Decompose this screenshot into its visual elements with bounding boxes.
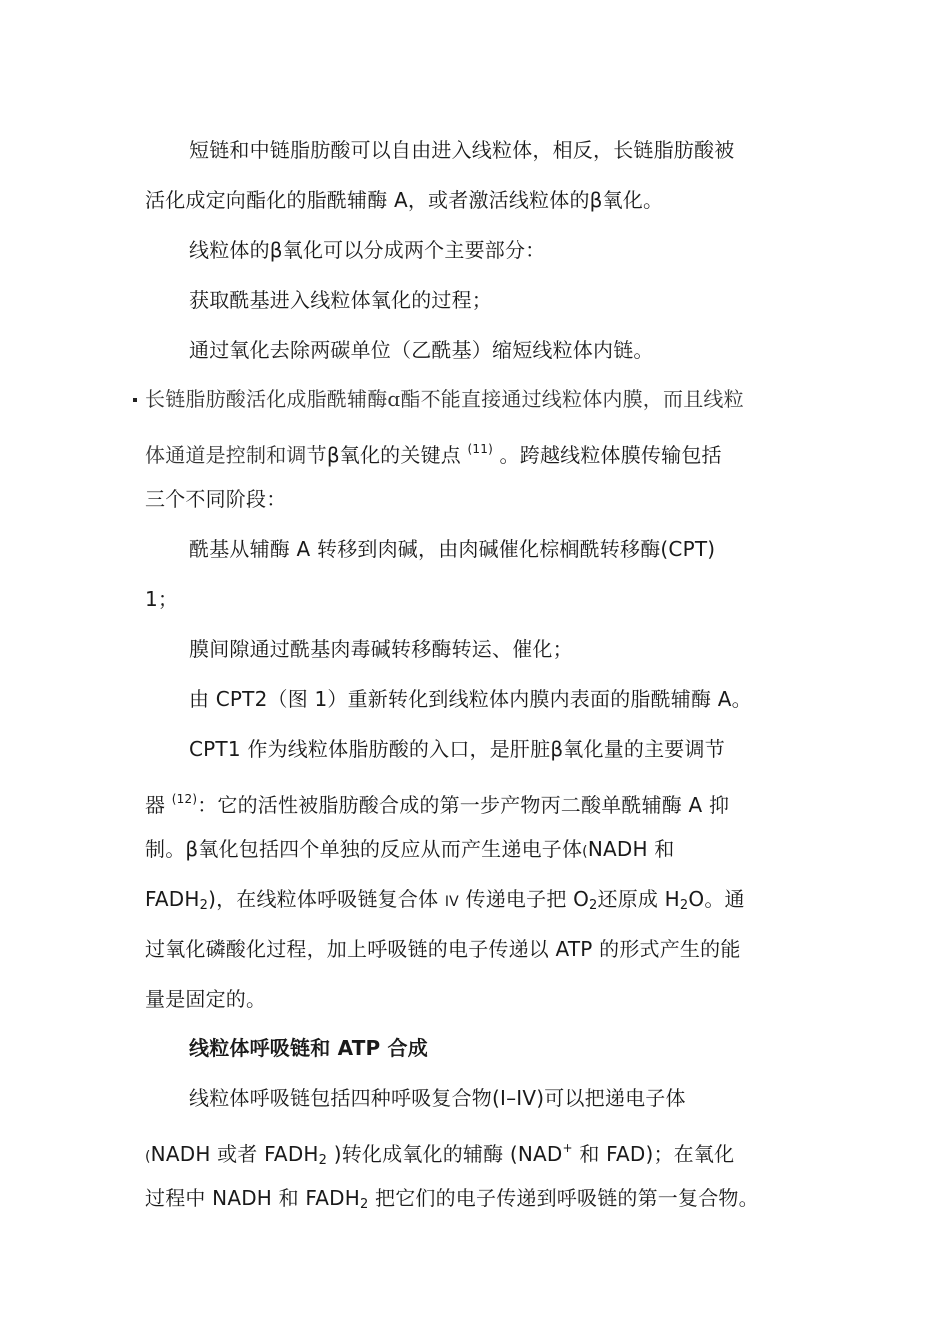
paragraph-line: 1； [145,587,179,611]
paragraph-line: 通过氧化去除两碳单位（乙酰基）缩短线粒体内链。 [189,338,654,362]
paragraph-text: 和 FAD)；在氧化 [579,1142,735,1166]
paragraph-text: )转化成氧化的辅酶 (NAD [333,1142,563,1166]
paragraph-line: 由 CPT2（图 1）重新转化到线粒体内膜内表面的脂酰辅酶 A。 [189,687,752,711]
paragraph-text: FADH [145,887,200,911]
paragraph-line [145,785,729,819]
section-heading: 线粒体呼吸链和 ATP 合成 [189,1036,428,1060]
paragraph-text: O。通 [688,887,745,911]
bullet-mark [133,398,137,402]
superscript: + [562,1141,573,1155]
paragraph-text: β氧化的关键点 [326,443,461,467]
paragraph-line [145,835,674,866]
citation-marker: (11) [467,442,493,456]
paragraph-line: 长链脂肪酸活化成脂酰辅酶ɑ酯不能直接通过线粒体内膜，而且线粒 [145,387,744,411]
paragraph-line: 活化成定向酯化的脂酰辅酶 A，或者激活线粒体的β氧化。 [145,188,664,212]
paragraph-text: NADH 和 [587,837,675,861]
paragraph-text: 还原成 H [597,887,680,911]
paragraph-text: 制。β氧化包括四个单独的反应从而产生递电子体 [145,837,583,861]
subscript: 2 [589,898,598,913]
roman-numeral: IV [444,894,459,910]
paragraph-line: 过氧化磷酸化过程，加上呼吸链的电子传递以 ATP 的形式产生的能 [145,937,741,961]
paren-mark: ( [582,844,588,860]
paragraph-line [145,1134,734,1175]
paragraph-line: 酰基从辅酶 A 转移到肉碱，由肉碱催化棕榈酰转移酶(CPT) [189,537,716,561]
paragraph-line [145,435,722,469]
paragraph-text: )，在线粒体呼吸链复合体 [208,887,439,911]
subscript: 2 [318,1153,328,1168]
paragraph-line [145,885,745,920]
paragraph-line: 膜间隙通过酰基肉毒碱转移酶转运、催化； [189,637,573,661]
paragraph-text: 过程中 NADH 和 FADH [145,1186,360,1210]
subscript: 2 [679,898,689,913]
subscript: 2 [199,898,209,913]
paragraph-text: 把它们的电子传递到呼吸链的第一复合物。 [375,1186,759,1210]
paragraph-line: 获取酰基进入线粒体氧化的过程； [189,288,492,312]
citation-marker: (12) [171,792,198,806]
paragraph-line: 量是固定的。 [145,987,267,1011]
paragraph-text: ：它的活性被脂肪酸合成的第一步产物丙二酸单酰辅酶 A 抑 [197,793,730,817]
paragraph-text: 传递电子把 O [465,887,590,911]
paragraph-text: 体通道是控制和调节 [145,443,327,467]
paragraph-line: 线粒体呼吸链包括四种呼吸复合物(I–IV)可以把递电子体 [189,1086,686,1110]
paragraph-text: 。跨越线粒体膜传输包括 [499,443,722,467]
paragraph-line: 三个不同阶段： [145,487,287,511]
paragraph-line [145,1184,759,1219]
paragraph-line: 线粒体的β氧化可以分成两个主要部分： [189,238,546,262]
paragraph-text: 器 [145,793,166,817]
paragraph-line: CPT1 作为线粒体脂肪酸的入口，是肝脏β氧化量的主要调节 [189,737,725,761]
paragraph-text: NADH 或者 FADH [150,1142,319,1166]
paragraph-line: 短链和中链脂肪酸可以自由进入线粒体，相反，长链脂肪酸被 [189,138,735,162]
subscript: 2 [359,1197,369,1212]
paren-mark: ( [145,1149,151,1165]
